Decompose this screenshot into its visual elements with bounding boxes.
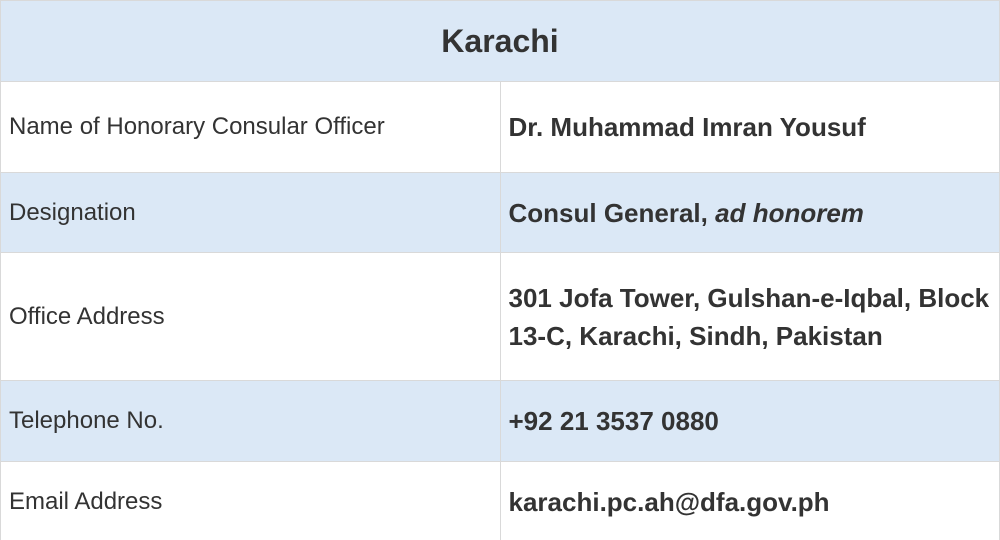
officer-name-label: Name of Honorary Consular Officer <box>1 82 501 173</box>
email-value[interactable]: karachi.pc.ah@dfa.gov.ph <box>500 462 1000 540</box>
officer-name-value: Dr. Muhammad Imran Yousuf <box>500 82 1000 173</box>
title-row <box>1 1 1000 82</box>
table-row-email <box>1 462 1000 540</box>
email-label: Email Address <box>1 462 501 540</box>
telephone-label: Telephone No. <box>1 381 501 462</box>
designation-label: Designation <box>1 173 501 253</box>
table-row-officer-name <box>1 82 1000 173</box>
office-address-label: Office Address <box>1 253 501 381</box>
designation-value-cell <box>500 173 1000 253</box>
designation-value: Consul General, <box>508 197 708 228</box>
table-row-telephone <box>1 381 1000 462</box>
table-title: Karachi <box>1 1 1000 82</box>
table-row-designation <box>1 173 1000 253</box>
telephone-value: +92 21 3537 0880 <box>500 381 1000 462</box>
table-row-office-address <box>1 253 1000 381</box>
office-address-value: 301 Jofa Tower, Gulshan-e-Iqbal, Block 13-C, Karachi, Sindh, Pakistan <box>500 253 1000 381</box>
designation-value-italic: ad honorem <box>715 197 864 228</box>
